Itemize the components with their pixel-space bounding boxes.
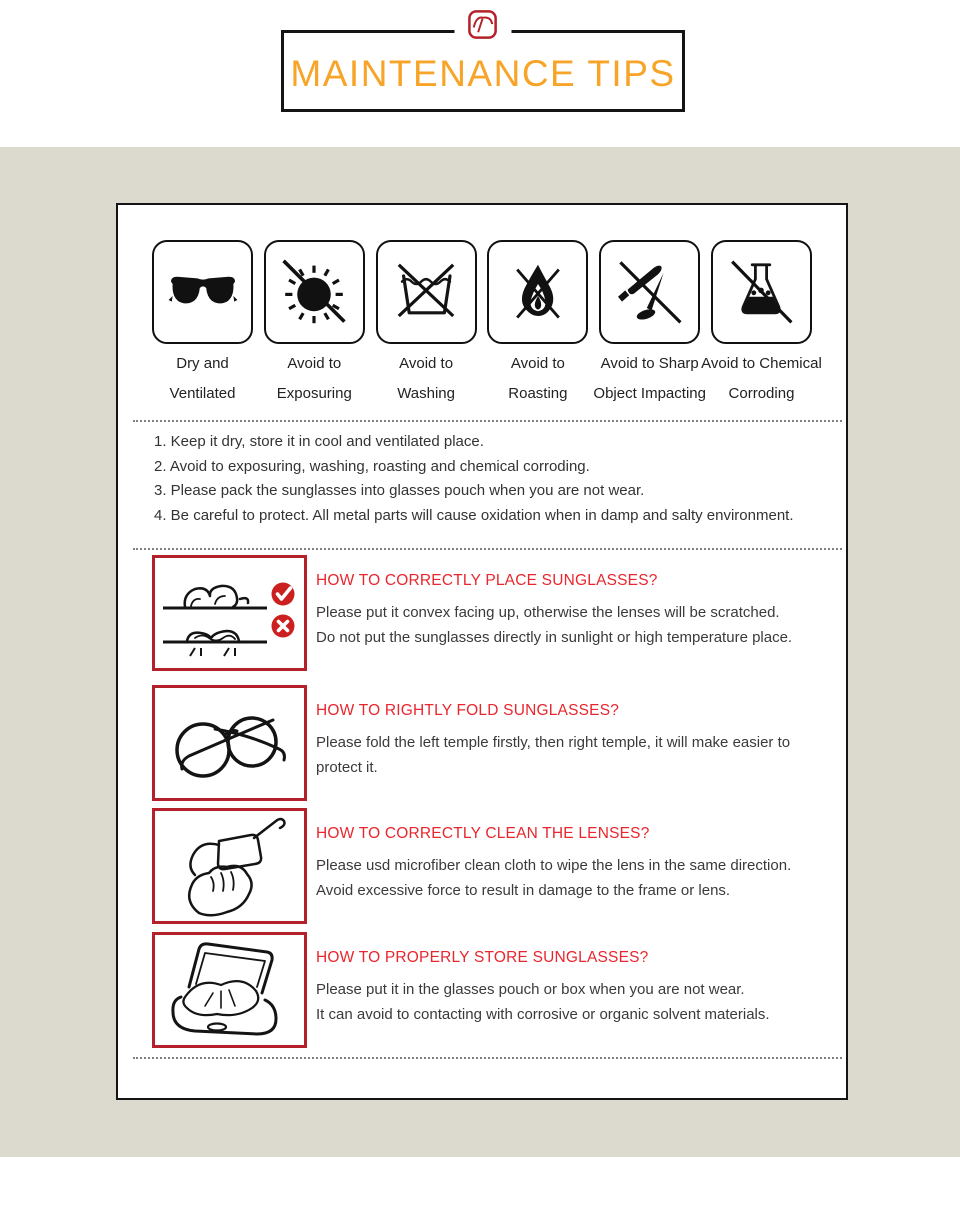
section-heading: HOW TO CORRECTLY PLACE SUNGLASSES?	[316, 572, 658, 589]
section-text	[307, 555, 792, 671]
fold-sunglasses-illustration	[155, 688, 304, 798]
section-heading: HOW TO RIGHTLY FOLD SUNGLASSES?	[316, 702, 620, 719]
care-symbols-row	[152, 240, 822, 402]
clean-lenses-illustration	[155, 811, 304, 921]
illustration-box	[152, 555, 307, 671]
care-label-line2: Exposuring	[276, 385, 352, 402]
care-icon-box	[376, 240, 477, 344]
no-washing-icon	[386, 251, 466, 333]
section-line: Please put it in the glasses pouch or box when you are not wear.	[316, 981, 745, 998]
section-fold-sunglasses	[152, 685, 826, 801]
illustration-box	[152, 685, 307, 801]
care-icon-box	[711, 240, 812, 344]
care-item	[593, 240, 706, 402]
place-sunglasses-illustration	[155, 558, 304, 668]
dotted-separator	[133, 420, 842, 422]
section-line: Do not put the sunglasses directly in sunlight or high temperature place.	[316, 629, 793, 646]
care-item	[376, 240, 477, 402]
care-icon-box	[487, 240, 588, 344]
section-heading: HOW TO CORRECTLY CLEAN THE LENSES?	[316, 825, 650, 842]
dotted-separator	[133, 548, 842, 550]
care-rule-1: 1. Keep it dry, store it in cool and ventilated place.	[154, 433, 484, 450]
maintenance-card	[116, 203, 848, 1100]
dotted-separator	[133, 1057, 842, 1059]
section-line: It can avoid to contacting with corrosive or organic solvent materials.	[316, 1006, 770, 1023]
care-rule-4: 4. Be careful to protect. All metal parts will cause oxidation when in damp and salty environment.	[154, 506, 794, 524]
care-label-line1: Avoid to	[287, 355, 342, 372]
care-item	[264, 240, 365, 402]
care-label-line2: Object Impacting	[593, 385, 706, 402]
page-title: MAINTENANCE TIPS	[290, 53, 676, 94]
care-item	[701, 240, 822, 402]
store-sunglasses-illustration	[155, 935, 304, 1045]
no-fire-icon	[498, 251, 578, 333]
no-sun-exposure-icon	[274, 251, 354, 333]
care-label-line1: Avoid to Sharp	[600, 355, 699, 372]
no-chemicals-icon	[721, 251, 801, 333]
section-text	[307, 808, 791, 924]
care-label-line2: Corroding	[728, 385, 795, 402]
section-line: Please usd microfiber clean cloth to wipe the lens in the same direction.	[316, 857, 792, 874]
glasses-logo-icon	[467, 8, 500, 41]
care-label-line1: Avoid to Chemical	[701, 355, 822, 372]
section-line: Please put it convex facing up, otherwise the lenses will be scratched.	[316, 604, 780, 621]
header-title-box	[281, 30, 685, 112]
section-place-sunglasses	[152, 555, 826, 671]
care-item	[487, 240, 588, 402]
illustration-box	[152, 932, 307, 1048]
section-text	[307, 932, 770, 1048]
care-icon-box	[264, 240, 365, 344]
section-line: Please fold the left temple firstly, then right temple, it will make easier to protect it.	[316, 734, 791, 776]
illustration-box	[152, 808, 307, 924]
sunglasses-icon	[163, 251, 243, 333]
section-text	[307, 685, 826, 801]
care-rules-list	[154, 430, 794, 528]
care-label-line2: Roasting	[508, 385, 568, 402]
care-label-line2: Ventilated	[169, 385, 236, 402]
care-icon-box	[599, 240, 700, 344]
no-sharp-objects-icon	[610, 251, 690, 333]
section-store-sunglasses	[152, 932, 826, 1048]
brand-logo	[455, 8, 512, 41]
care-rule-3: 3. Please pack the sunglasses into glasses pouch when you are not wear.	[154, 482, 645, 499]
care-label-line1: Avoid to	[510, 355, 565, 372]
care-icon-box	[152, 240, 253, 344]
section-line: Avoid excessive force to result in damage to the frame or lens.	[316, 882, 731, 899]
care-label-line1: Dry and	[176, 355, 229, 372]
care-label-line2: Washing	[397, 385, 455, 402]
section-clean-lenses	[152, 808, 826, 924]
care-label-line1: Avoid to	[399, 355, 454, 372]
care-rule-2: 2. Avoid to exposuring, washing, roasting and chemical corroding.	[154, 457, 590, 475]
care-item	[152, 240, 253, 402]
section-heading: HOW TO PROPERLY STORE SUNGLASSES?	[316, 949, 649, 966]
